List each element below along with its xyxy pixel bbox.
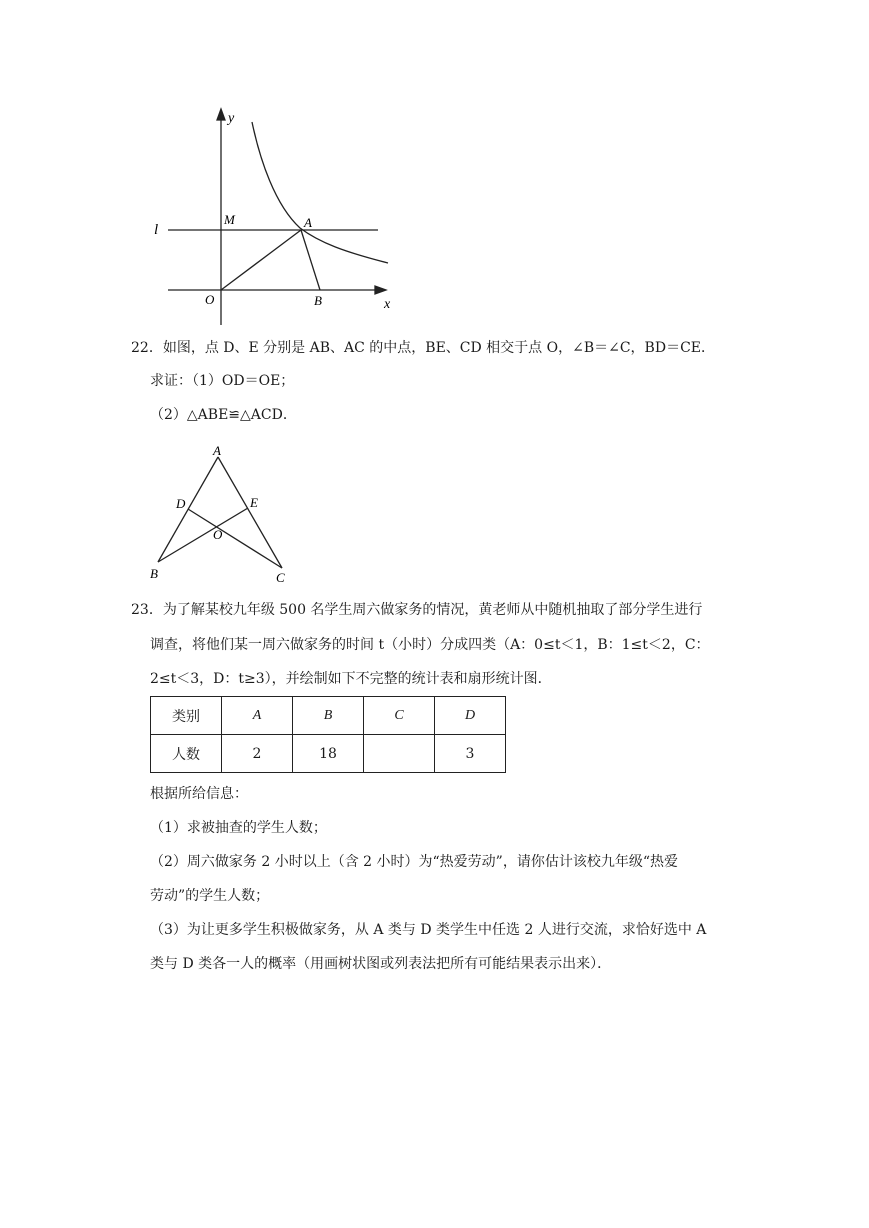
table-header-cell: 类别 xyxy=(151,697,222,735)
label-b-tri: B xyxy=(150,566,158,581)
table-header-cell: D xyxy=(435,697,506,735)
table-cell: 人数 xyxy=(151,735,222,773)
x-axis-arrow xyxy=(375,286,386,294)
label-m: M xyxy=(224,212,235,227)
q23-part-1: （1）求被抽查的学生人数； xyxy=(150,820,327,836)
label-a: A xyxy=(304,215,312,230)
segment-be xyxy=(158,508,248,562)
q23-line-1: 23．为了解某校九年级 500 名学生周六做家务的情况，黄老师从中随机抽取了部分学生进行 xyxy=(131,602,703,618)
table-cell xyxy=(364,735,435,773)
label-o-tri: O xyxy=(213,527,223,542)
q22-prove-2: （2）△ABE≌△ACD． xyxy=(150,407,297,423)
label-c-tri: C xyxy=(276,570,285,585)
label-x: x xyxy=(384,297,391,312)
label-e-tri: E xyxy=(250,495,258,510)
label-o: O xyxy=(205,292,215,307)
q23-part-3a: （3）为让更多学生积极做家务，从 A 类与 D 类学生中任选 2 人进行交流，求恰好选中 A xyxy=(150,922,707,938)
label-d-tri: D xyxy=(176,496,186,511)
hyperbola-curve xyxy=(252,122,388,263)
q22-prove-1: 求证：（1）OD＝OE； xyxy=(150,373,295,389)
table-row xyxy=(151,735,506,773)
table-header-cell: B xyxy=(293,697,364,735)
table-cell: 2 xyxy=(222,735,293,773)
q23-line-2: 调查，将他们某一周六做家务的时间 t（小时）分成四类（A：0≤t＜1，B：1≤t＜2，C： xyxy=(150,637,710,653)
q23-info: 根据所给信息： xyxy=(150,786,248,802)
segment-cd xyxy=(188,509,282,568)
label-b: B xyxy=(314,293,322,308)
q22-statement: 22．如图，点 D、E 分别是 AB、AC 的中点，BE、CD 相交于点 O，∠B＝∠C，BD＝CE． xyxy=(131,340,716,356)
table-header-cell: A xyxy=(222,697,293,735)
segment-ac-tri xyxy=(218,457,282,568)
q23-part-3b: 类与 D 类各一人的概率（用画树状图或列表法把所有可能结果表示出来）． xyxy=(150,956,612,972)
q23-part-2b: 劳动”的学生人数； xyxy=(150,888,270,904)
stats-table xyxy=(150,696,506,773)
q23-line-3: 2≤t＜3，D：t≥3），并绘制如下不完整的统计表和扇形统计图． xyxy=(150,671,552,687)
q23-part-2a: （2）周六做家务 2 小时以上（含 2 小时）为“热爱劳动”，请你估计该校九年级“热爱 xyxy=(150,854,678,870)
table-cell: 18 xyxy=(293,735,364,773)
table-cell: 3 xyxy=(435,735,506,773)
label-a-tri: A xyxy=(213,443,221,458)
figure-hyperbola-graph xyxy=(140,100,410,335)
segment-oa xyxy=(221,230,301,290)
y-axis-arrow xyxy=(217,109,225,120)
figure-triangle xyxy=(140,440,300,590)
label-l: l xyxy=(154,222,159,238)
label-y: y xyxy=(228,111,235,126)
table-header-cell: C xyxy=(364,697,435,735)
table-row xyxy=(151,697,506,735)
